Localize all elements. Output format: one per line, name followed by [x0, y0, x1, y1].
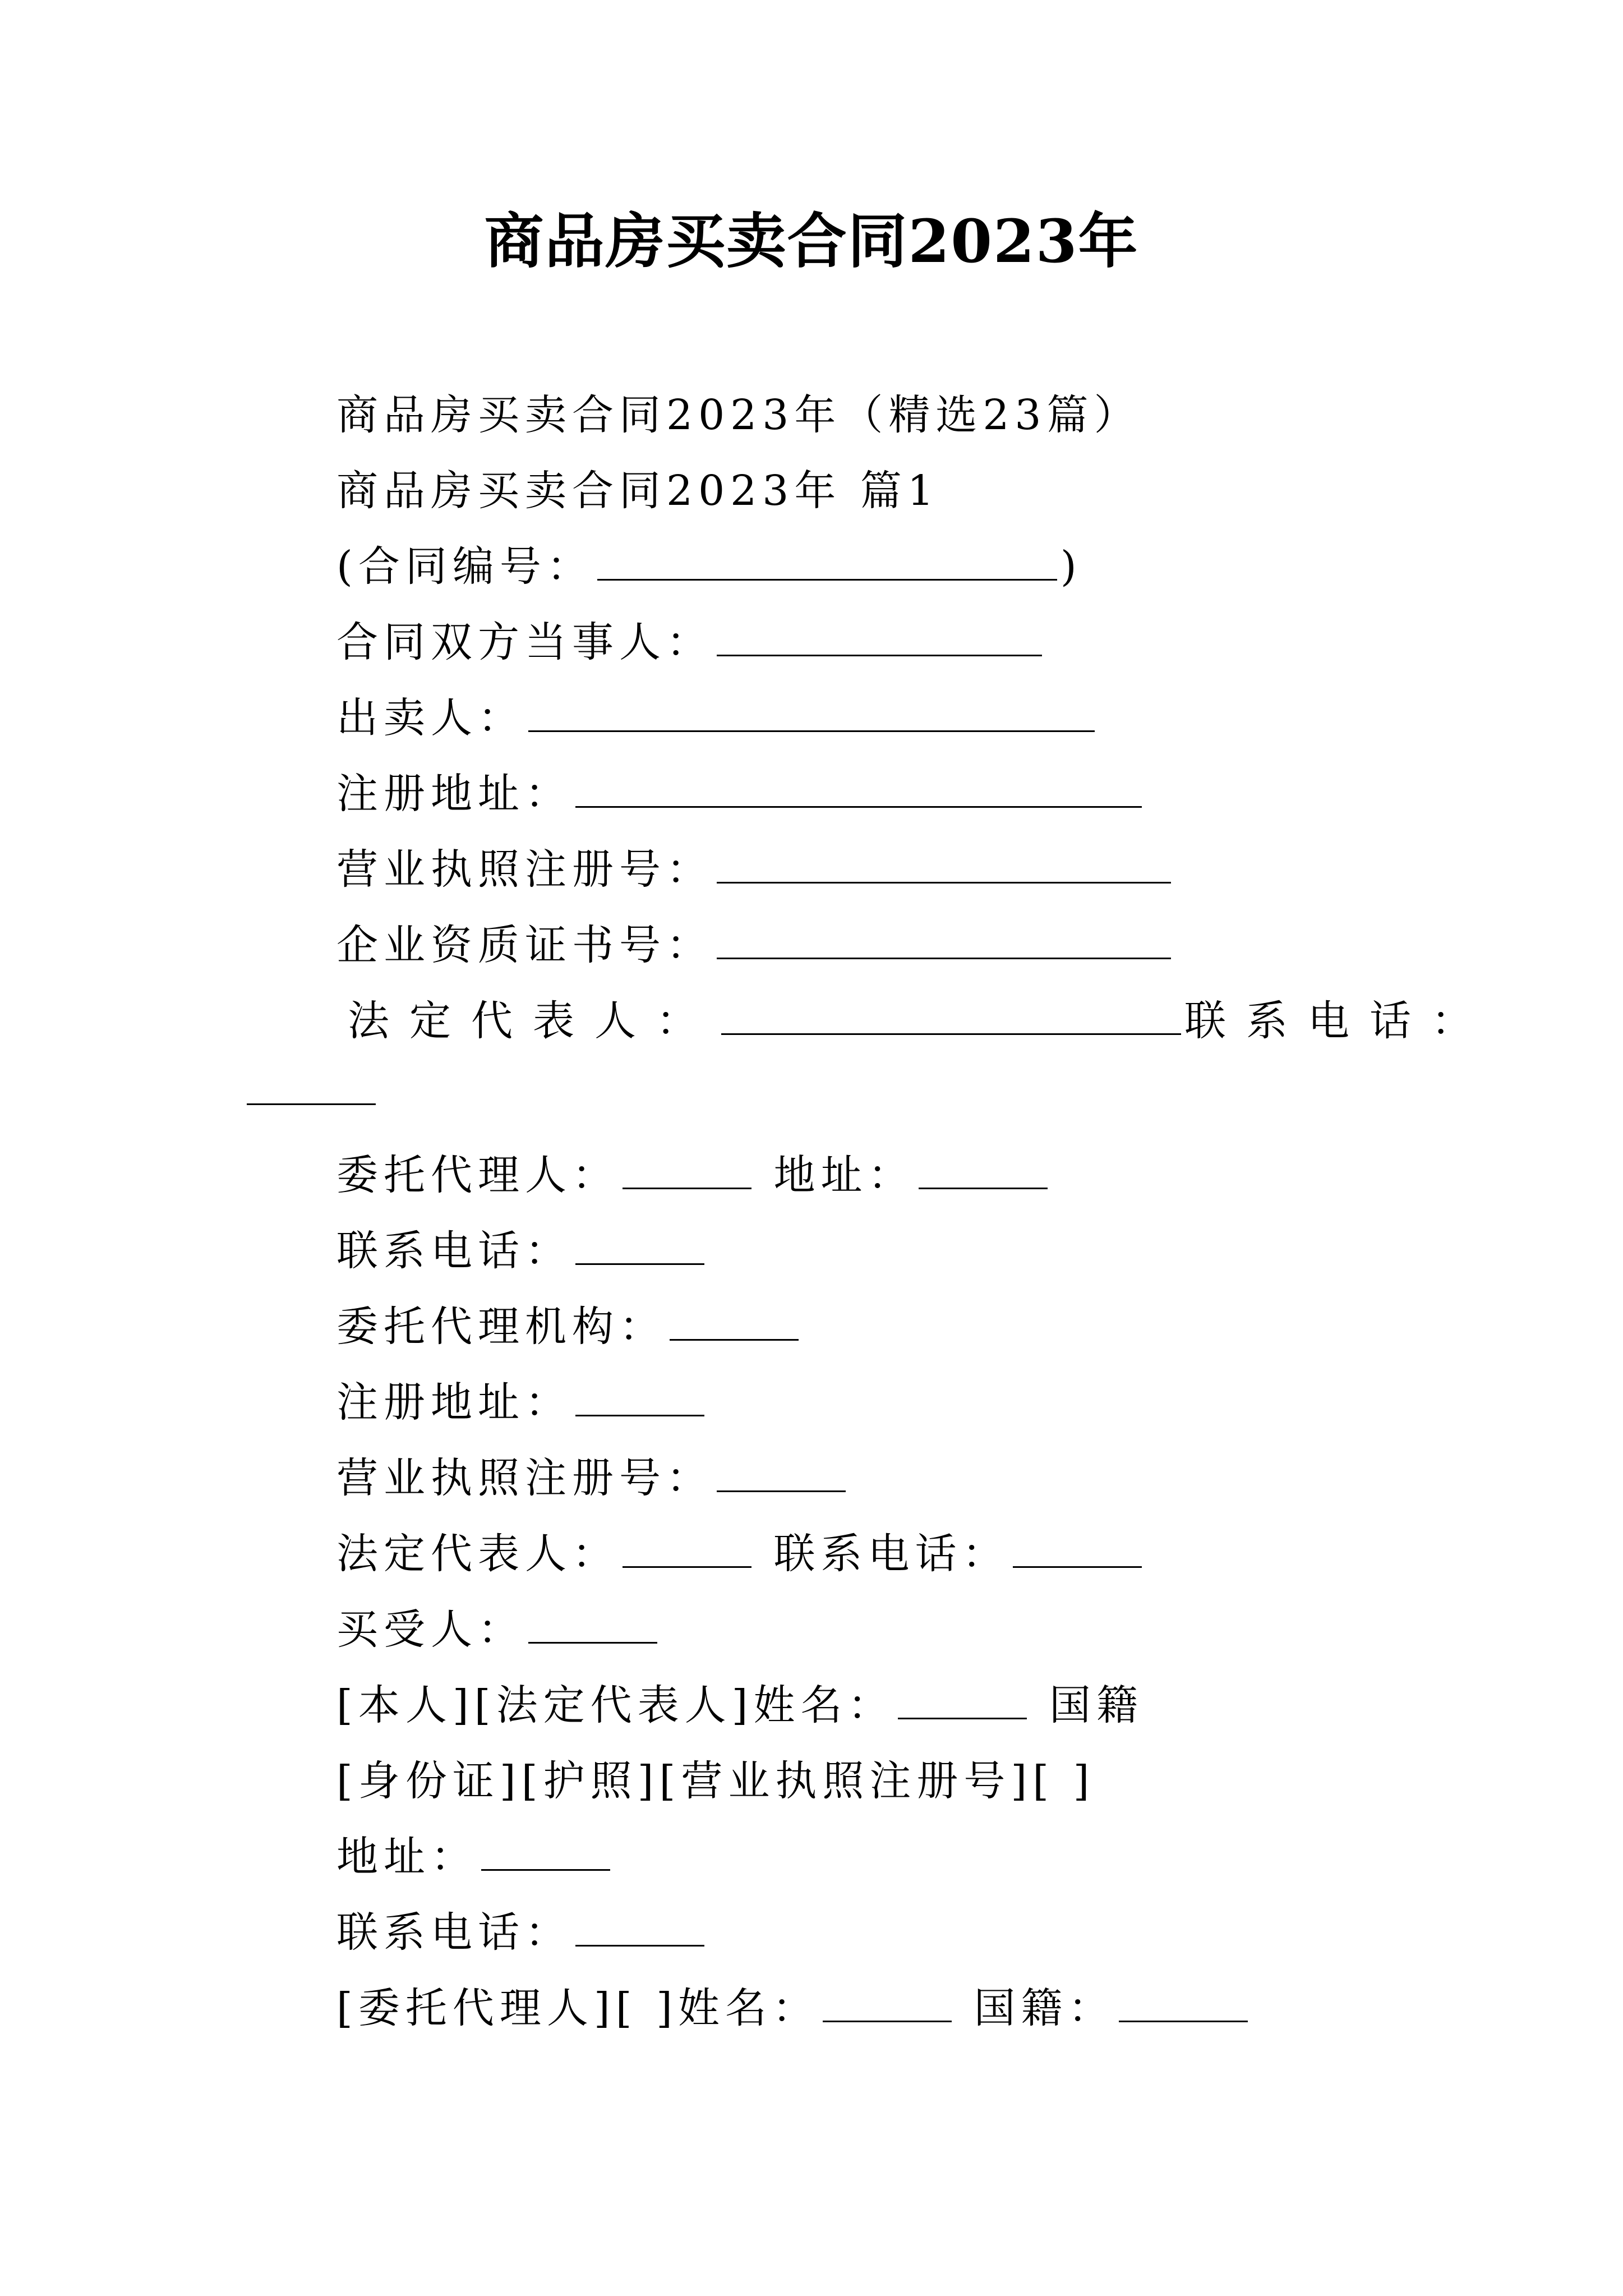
agency-blank: [670, 1305, 799, 1341]
buyer-phone-blank: [575, 1911, 704, 1947]
seller-rep-label: 法定代表人：: [348, 997, 718, 1045]
seller-agent-address-blank: [919, 1154, 1048, 1189]
agency-address-blank: [575, 1381, 704, 1416]
agency-line: [336, 1299, 802, 1355]
buyer-address-blank: [481, 1835, 610, 1871]
buyer-label: 买受人：: [336, 1605, 525, 1654]
agency-address-label: 注册地址：: [336, 1378, 572, 1427]
contract-number-close: ): [1060, 542, 1082, 591]
subtitle-text: 商品房买卖合同2023年（精选23篇）: [336, 391, 1141, 439]
buyer-line: [336, 1602, 661, 1658]
seller-phone-wrap: [247, 1063, 376, 1119]
seller-rep-blank: [721, 1000, 1181, 1035]
seller-license-blank: [717, 848, 1171, 884]
seller-address-line: [336, 766, 1145, 822]
agency-license-blank: [717, 1457, 846, 1492]
agency-phone-blank: [1013, 1533, 1142, 1568]
buyer-name-line: [336, 1677, 1144, 1733]
seller-phone-label: 联系电话：: [1184, 997, 1493, 1045]
seller-line: [336, 690, 1098, 746]
section-heading: [336, 463, 939, 519]
contract-number-label: (合同编号：: [336, 542, 594, 591]
seller-agent-line: [336, 1147, 1051, 1203]
buyer-name-label: [本人][法定代表人]姓名：: [336, 1681, 895, 1729]
seller-qualification-line: [336, 917, 1174, 973]
seller-qualification-label: 企业资质证书号：: [336, 921, 713, 969]
buyer-agent-blank: [823, 1987, 952, 2022]
buyer-phone-line: [336, 1904, 708, 1961]
section-heading-text: 商品房买卖合同2023年 篇1: [336, 467, 939, 515]
parties-label: 合同双方当事人：: [336, 618, 713, 666]
buyer-id-line: [336, 1753, 1095, 1809]
seller-license-label: 营业执照注册号：: [336, 845, 713, 894]
buyer-agent-label: [委托代理人][ ]姓名：: [336, 1984, 820, 2032]
seller-license-line: [336, 841, 1174, 898]
buyer-address-line: [336, 1829, 614, 1885]
buyer-phone-label: 联系电话：: [336, 1908, 572, 1957]
seller-agent-address-label: 地址：: [773, 1151, 915, 1199]
contract-number-line: [336, 539, 1082, 595]
document-title: 商品房买卖合同2023年: [484, 206, 1139, 276]
buyer-agent-line: [336, 1980, 1251, 2036]
seller-label: 出卖人：: [336, 694, 525, 742]
seller-agent-phone-line: [336, 1223, 708, 1279]
agency-phone-label: 联系电话：: [773, 1530, 1009, 1578]
agency-rep-line: [336, 1526, 1145, 1582]
agency-label: 委托代理机构：: [336, 1303, 666, 1351]
subtitle-line: [336, 387, 1141, 443]
seller-blank: [528, 697, 1095, 732]
seller-qualification-blank: [717, 924, 1171, 959]
parties-line: [336, 614, 1045, 670]
parties-blank: [717, 621, 1042, 656]
buyer-blank: [528, 1608, 657, 1644]
buyer-id-label: [身份证][护照][营业执照注册号][ ]: [336, 1757, 1095, 1805]
seller-phone-blank: [247, 1070, 376, 1105]
seller-address-blank: [575, 772, 1142, 808]
buyer-name-blank: [898, 1684, 1027, 1719]
agency-license-label: 营业执照注册号：: [336, 1454, 713, 1502]
buyer-address-label: 地址：: [336, 1833, 478, 1881]
agency-rep-blank: [623, 1533, 751, 1568]
seller-agent-blank: [623, 1154, 751, 1189]
agency-rep-label: 法定代表人：: [336, 1530, 619, 1578]
agency-address-line: [336, 1374, 708, 1430]
agency-license-line: [336, 1450, 849, 1506]
buyer-agent-nationality-label: 国籍：: [974, 1984, 1115, 2032]
seller-address-label: 注册地址：: [336, 770, 572, 818]
seller-agent-phone-blank: [575, 1230, 704, 1265]
buyer-nationality-label: 国籍: [1049, 1681, 1144, 1729]
seller-agent-label: 委托代理人：: [336, 1151, 619, 1199]
contract-number-blank: [597, 545, 1057, 581]
buyer-agent-nationality-blank: [1119, 1987, 1248, 2022]
seller-agent-phone-label: 联系电话：: [336, 1227, 572, 1275]
seller-rep-line: [348, 993, 1493, 1049]
